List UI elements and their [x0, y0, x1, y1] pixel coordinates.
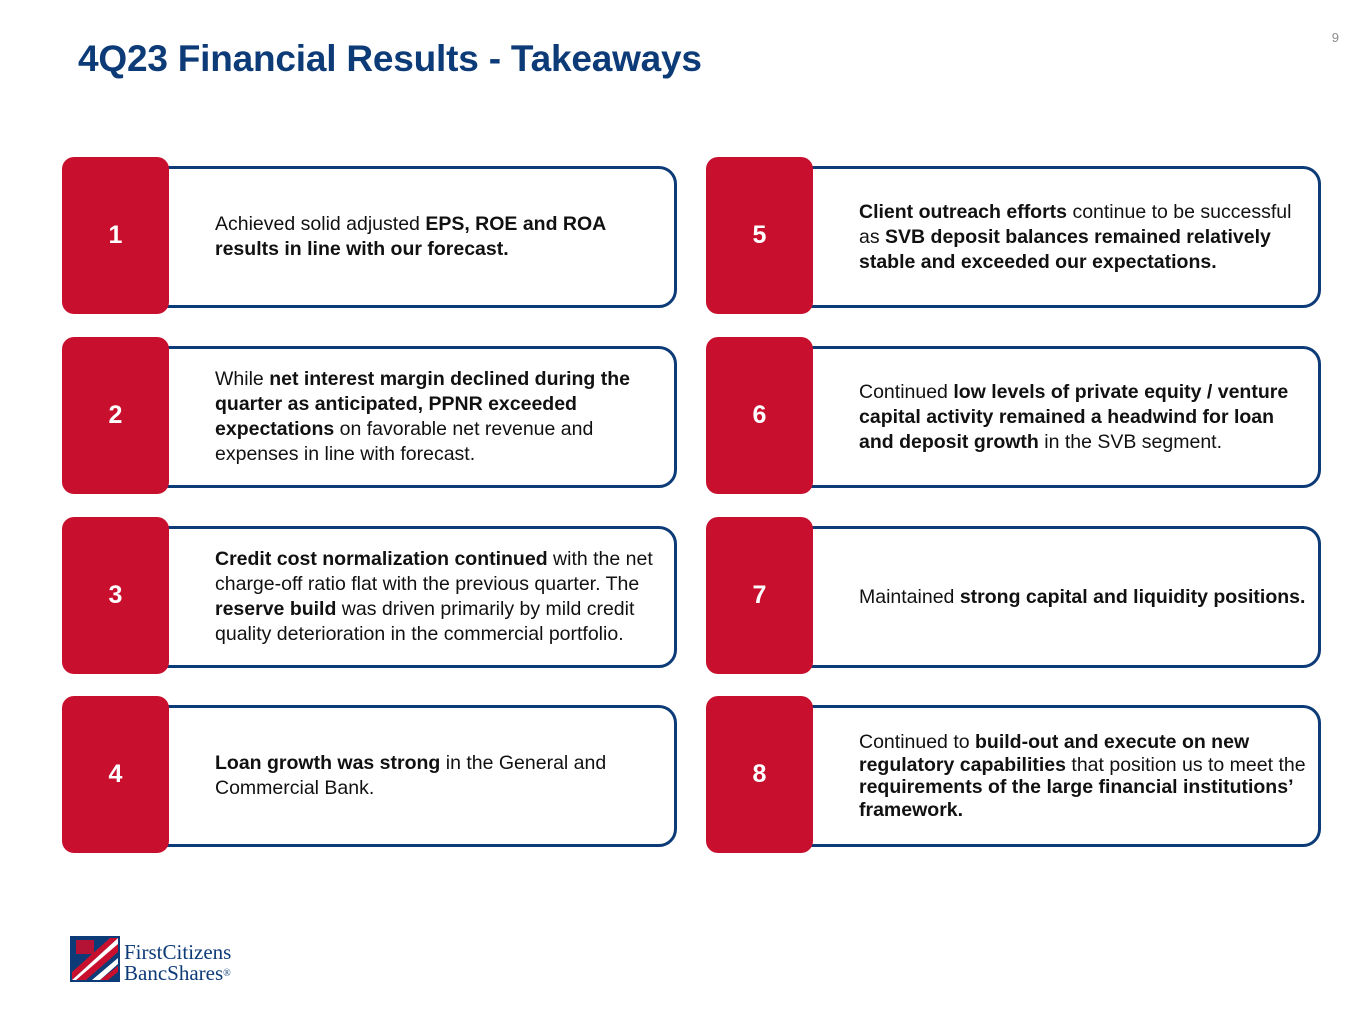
takeaway-number-badge: 7 [706, 517, 813, 674]
takeaway-card-5 [706, 157, 1318, 314]
body-text: While [215, 368, 270, 390]
body-text: that position us to meet the [1066, 753, 1306, 776]
logo-line-2: BancShares® [124, 961, 231, 985]
emphasis-text: requirements of the large financial institutions’ framework. [859, 776, 1293, 821]
body-text: Maintained [859, 585, 960, 608]
takeaway-text [859, 705, 1311, 847]
logo-line-1: FirstCitizens [124, 940, 232, 964]
body-text: Continued to [859, 731, 976, 753]
body-text: in the General and Commercial Bank. [215, 752, 607, 799]
takeaway-text [215, 346, 667, 488]
takeaway-card-1 [62, 157, 674, 314]
takeaway-number-badge: 2 [62, 337, 169, 494]
takeaway-card-7 [706, 517, 1318, 674]
takeaway-paragraph [859, 200, 1311, 275]
title-main: Financial Results - Takeaways [177, 38, 702, 79]
takeaway-text [215, 166, 667, 308]
logo-wordmark [124, 942, 231, 984]
emphasis-text: Credit cost normalization continued [215, 548, 548, 570]
body-text: continue to be successful as [859, 200, 1292, 248]
takeaway-number-badge: 6 [706, 337, 813, 494]
company-logo [70, 930, 270, 990]
body-text: Continued [859, 380, 954, 403]
body-text: on favorable net revenue and expenses in line with forecast. [215, 418, 594, 465]
body-text: with the net charge-off ratio flat with the previous quarter. The [215, 548, 653, 595]
takeaway-text [859, 166, 1311, 308]
emphasis-text: reserve build [215, 598, 337, 620]
emphasis-text: Loan growth was strong [215, 752, 441, 774]
emphasis-text: Client outreach efforts [859, 200, 1068, 223]
takeaway-text [215, 705, 667, 847]
body-text: was driven primarily by mild credit quality deterioration in the commercial portfolio. [215, 598, 635, 645]
takeaway-card-3 [62, 517, 674, 674]
page-title [78, 38, 702, 80]
title-prefix: 4Q23 [78, 38, 168, 79]
takeaway-text [215, 526, 667, 668]
takeaway-card-2 [62, 337, 674, 494]
takeaway-paragraph [859, 380, 1311, 455]
emphasis-text: low levels of private equity / venture capital activity remained a headwind for loan and deposit growth [859, 380, 1289, 453]
emphasis-text: SVB deposit balances remained relatively stable and exceeded our expectations. [859, 225, 1271, 273]
flag-logo-icon [70, 930, 122, 984]
takeaway-paragraph [215, 547, 667, 647]
takeaway-number-badge: 8 [706, 696, 813, 853]
takeaway-paragraph [215, 367, 667, 467]
body-text: in the SVB segment. [1038, 430, 1223, 453]
takeaway-text [859, 526, 1311, 668]
body-text: Achieved solid adjusted [215, 213, 426, 235]
takeaway-number-badge: 3 [62, 517, 169, 674]
takeaway-text [859, 346, 1311, 488]
takeaway-paragraph [215, 751, 667, 801]
takeaway-number-badge: 4 [62, 696, 169, 853]
takeaway-card-6 [706, 337, 1318, 494]
emphasis-text: build-out and execute on new regulatory capabilities [859, 731, 1250, 776]
takeaway-paragraph [859, 585, 1311, 610]
takeaway-paragraph [215, 212, 667, 262]
emphasis-text: EPS, ROE and ROA results in line with our forecast. [215, 213, 606, 260]
emphasis-text: net interest margin declined during the quarter as anticipated, PPNR exceeded expectations [215, 368, 630, 440]
takeaway-number-badge: 5 [706, 157, 813, 314]
takeaway-card-4 [62, 696, 674, 853]
takeaway-paragraph [859, 731, 1311, 821]
takeaway-number-badge: 1 [62, 157, 169, 314]
takeaway-card-8 [706, 696, 1318, 853]
page-number: 9 [1331, 30, 1339, 45]
emphasis-text: strong capital and liquidity positions. [959, 585, 1306, 608]
